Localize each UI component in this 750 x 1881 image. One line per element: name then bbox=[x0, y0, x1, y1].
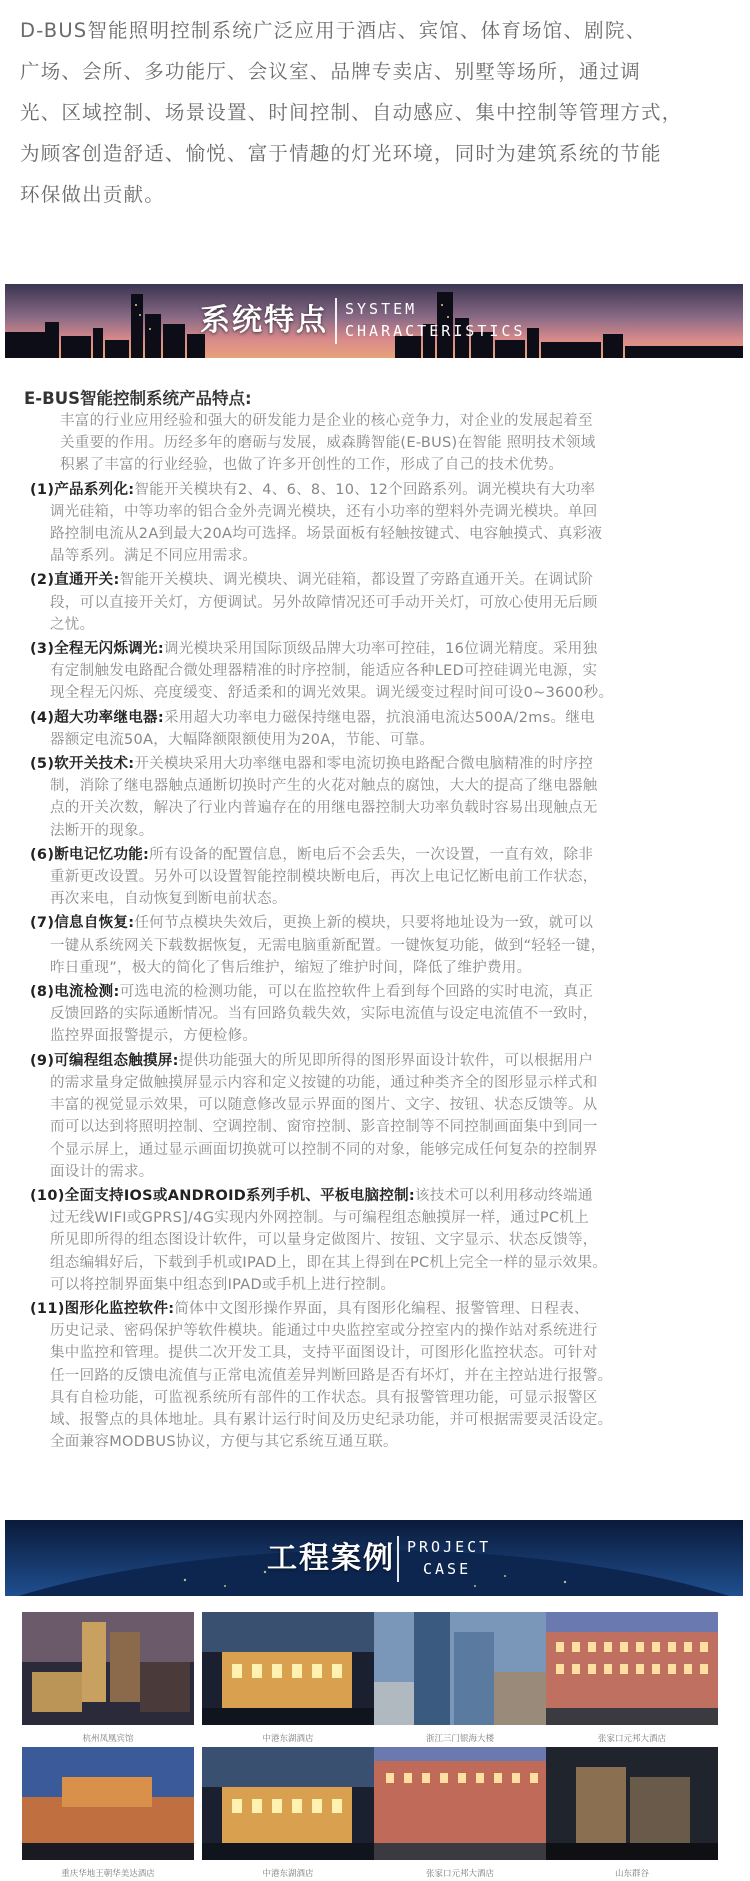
features-intro bbox=[24, 410, 724, 477]
feature-title: 电流检测: bbox=[54, 984, 120, 1001]
intro-line: 为顾客创造舒适、愉悦、富于情趣的灯光环境，同时为建筑系统的节能 bbox=[20, 142, 662, 165]
feature-text: 提供功能强大的所见即所得的图形界面设计软件，可以根据用户 bbox=[178, 1052, 594, 1069]
text-line bbox=[24, 569, 724, 591]
text-line: 一键从系统网关下载数据恢复，无需电脑重新配置。一键恢复功能，做到“轻轻一键， bbox=[50, 937, 606, 954]
feature-title: 超大功率继电器: bbox=[54, 709, 164, 726]
hotel-photo bbox=[202, 1747, 374, 1860]
text-line: 调光硅箱，中等功率的铝合金外壳调光模块，还有小功率的塑料外壳调光模块。单回 bbox=[50, 503, 598, 520]
text-line: 全面兼容MODBUS协议，方便与其它系统互通互联。 bbox=[50, 1434, 398, 1451]
text-line: 监控界面报警提示，方便检修。 bbox=[50, 1028, 258, 1045]
feature-item bbox=[24, 479, 724, 568]
feature-text: 任何节点模块失效后，更换上新的模块，只要将地址设为一致，就可以 bbox=[134, 915, 594, 932]
feature-number: (7) bbox=[30, 915, 55, 932]
feature-text: 智能开关模块、调光模块、调光硅箱，都设置了旁路直通开关。在调试阶 bbox=[119, 572, 594, 589]
text-line: 所见即所得的组态图设计软件，可以量身定做图片、按钮、文字显示、状态反馈等， bbox=[50, 1232, 598, 1249]
feature-item bbox=[24, 981, 724, 1048]
feature-text: 采用超大功率电力磁保持继电器，抗浪涌电流达500A/2ms。继电 bbox=[163, 709, 595, 726]
feature-number: (1) bbox=[30, 481, 55, 498]
text-line: 而可以达到将照明控制、空调控制、窗帘控制、影音控制等不同控制画面集中到同一 bbox=[50, 1119, 598, 1136]
text-line: 丰富的视觉显示效果，可以随意修改显示界面的图片、文字、按钮、状态反馈等。从 bbox=[50, 1097, 598, 1114]
hotel-photo bbox=[374, 1747, 546, 1860]
text-line: 历史记录、密码保护等软件模块。能通过中央监控室或分控室内的操作站对系统进行 bbox=[50, 1323, 598, 1340]
photo-caption: 张家口元邦大酒店 bbox=[597, 1734, 666, 1744]
feature-item bbox=[24, 753, 724, 842]
text-line: 昨日重现”，极大的简化了售后维护，缩短了维护时间，降低了维护费用。 bbox=[50, 959, 532, 976]
feature-number: (2) bbox=[30, 572, 55, 589]
feature-item bbox=[24, 707, 724, 751]
feature-text: 开关模块采用大功率继电器和零电流切换电路配合微电脑精准的时序控 bbox=[134, 756, 594, 773]
project-photo bbox=[546, 1612, 718, 1746]
text-line: 路控制电流从2A到最大20A均可选择。场景面板有轻触按键式、电容触摸式、真彩液 bbox=[50, 526, 603, 543]
feature-title: 直通开关: bbox=[54, 572, 120, 589]
project-photo bbox=[546, 1747, 718, 1881]
hotel-photo bbox=[22, 1747, 194, 1860]
text-line: 有定制触发电路配合微处理器精准的时序控制，能适应各种LED可控硅调光电源，实 bbox=[50, 663, 598, 680]
section-title-cn: 系统特点 bbox=[200, 303, 328, 338]
text-line: 可以将控制界面集中组态到IPAD或手机上进行控制。 bbox=[50, 1276, 396, 1293]
text-line: 过无线WIFI或GPRS]/4G实现内外网控制。与可编程组态触摸屏一样，通过PC机上 bbox=[50, 1210, 589, 1227]
feature-text: 该技术可以利用移动终端通 bbox=[415, 1187, 593, 1204]
hotel-photo bbox=[546, 1612, 718, 1725]
feature-title: 软开关技术: bbox=[54, 756, 135, 773]
text-line: 制，消除了继电器触点通断切换时产生的火花对触点的腐蚀，大大的提高了继电器触 bbox=[50, 778, 598, 795]
project-photo bbox=[22, 1747, 194, 1881]
feature-number: (9) bbox=[30, 1052, 55, 1069]
feature-number: (3) bbox=[30, 641, 55, 658]
feature-text: 所有设备的配置信息，断电后不会丢失，一次设置，一直有效，除非 bbox=[149, 846, 594, 863]
text-line: 积累了丰富的行业经验，也做了许多开创性的工作，形成了自己的技术优势。 bbox=[60, 457, 564, 474]
photo-caption: 中港东湖酒店 bbox=[262, 1734, 314, 1744]
feature-title: 信息自恢复: bbox=[54, 915, 135, 932]
title-divider bbox=[397, 1536, 399, 1582]
project-case-banner bbox=[5, 1520, 743, 1596]
building-photo bbox=[546, 1747, 718, 1860]
feature-item bbox=[24, 569, 724, 636]
section-title-en-line2: CHARACTERISTICS bbox=[345, 322, 526, 340]
text-line bbox=[24, 844, 724, 866]
text-line: 段，可以直接开关灯，方便调试。另外故障情况还可手动开关灯，可放心使用无后顾 bbox=[50, 594, 598, 611]
text-line: 法断开的现象。 bbox=[50, 822, 154, 839]
section-title-en-line2: CASE bbox=[423, 1560, 472, 1578]
feature-number: (5) bbox=[30, 756, 55, 773]
photo-caption: 中港东湖酒店 bbox=[262, 1869, 314, 1879]
feature-text: 可选电流的检测功能，可以在监控软件上看到每个回路的实时电流，真正 bbox=[119, 984, 594, 1001]
text-line: 晶等系列。满足不同应用需求。 bbox=[50, 548, 258, 565]
feature-item bbox=[24, 1298, 724, 1453]
feature-item bbox=[24, 1185, 724, 1296]
text-line bbox=[24, 1050, 724, 1072]
hotel-photo bbox=[202, 1612, 374, 1725]
project-photo bbox=[202, 1747, 374, 1881]
text-line: 点的开关次数，解决了行业内普遍存在的用继电器控制大功率负载时容易出现触点无 bbox=[50, 800, 598, 817]
intro-line: 光、区域控制、场景设置、时间控制、自动感应、集中控制等管理方式， bbox=[20, 101, 683, 124]
photo-caption: 浙江三门银海大楼 bbox=[425, 1734, 494, 1744]
feature-number: (4) bbox=[30, 709, 55, 726]
project-photo bbox=[374, 1612, 546, 1746]
photo-caption: 山东群谷 bbox=[614, 1869, 649, 1879]
text-line: 的需求量身定做触摸屏显示内容和定义按键的功能，通过种类齐全的图形显示样式和 bbox=[50, 1074, 598, 1091]
text-line: 域、报警点的具体地址。具有累计运行时间及历史纪录功能，并可根据需要灵活设定。 bbox=[50, 1411, 613, 1428]
text-line bbox=[24, 638, 724, 660]
project-photo bbox=[374, 1747, 546, 1881]
text-line bbox=[24, 1185, 724, 1207]
photo-caption: 张家口元邦大酒店 bbox=[425, 1869, 494, 1879]
text-line: 丰富的行业应用经验和强大的研发能力是企业的核心竞争力，对企业的发展起着至 bbox=[60, 413, 593, 429]
city-skyline-image bbox=[5, 284, 743, 358]
feature-item bbox=[24, 912, 724, 979]
feature-text: 调光模块采用国际顶级品牌大功率可控硅，16位调光精度。采用独 bbox=[163, 641, 598, 658]
feature-item bbox=[24, 638, 724, 705]
features-heading: E-BUS智能控制系统产品特点: bbox=[24, 389, 252, 408]
feature-text: 简体中文图形操作界面，具有图形化编程、报警管理、日程表、 bbox=[174, 1300, 589, 1317]
text-line: 个显示屏上，通过显示画面切换就可以控制不同的对象，能够完成任何复杂的控制界 bbox=[50, 1141, 598, 1158]
text-line: 反馈回路的实际通断情况。当有回路负载失效，实际电流值与设定电流值不一致时， bbox=[50, 1006, 598, 1023]
feature-title: 可编程组态触摸屏: bbox=[54, 1052, 179, 1069]
intro-paragraph bbox=[20, 10, 730, 215]
system-characteristics-banner bbox=[5, 284, 743, 358]
photo-caption: 杭州凤凰宾馆 bbox=[82, 1734, 134, 1744]
project-photo bbox=[22, 1612, 194, 1746]
section-title-cn: 工程案例 bbox=[267, 1541, 395, 1576]
feature-number: (6) bbox=[30, 846, 55, 863]
text-line: 重新更改设置。另外可以设置智能控制模块断电后，再次上电记忆断电前工作状态， bbox=[50, 869, 598, 886]
text-line: 再次来电，自动恢复到断电前状态。 bbox=[50, 891, 287, 908]
text-line: 器额定电流50A，大幅降额限额使用为20A，节能、可靠。 bbox=[50, 731, 435, 748]
feature-title: 全面支持IOS或ANDROID系列手机、平板电脑控制: bbox=[64, 1187, 416, 1204]
text-line: 集中监控和管理。提供二次开发工具，支持平面图设计，可图形化监控状态。可针对 bbox=[50, 1345, 598, 1362]
text-line: 之忧。 bbox=[50, 616, 95, 633]
project-photo bbox=[202, 1612, 374, 1746]
text-line bbox=[24, 1298, 724, 1320]
feature-title: 图形化监控软件: bbox=[64, 1300, 175, 1317]
text-line: 组态编辑好后，下载到手机或IPAD上，即在其上得到在PC机上完全一样的显示效果。 bbox=[50, 1254, 608, 1271]
intro-line: 环保做出贡献。 bbox=[20, 183, 165, 206]
feature-title: 断电记忆功能: bbox=[54, 846, 150, 863]
title-divider bbox=[335, 298, 337, 344]
feature-number: (10) bbox=[30, 1187, 65, 1204]
feature-number: (8) bbox=[30, 984, 55, 1001]
section-title-en-line1: PROJECT bbox=[407, 1538, 492, 1556]
intro-line: 广场、会所、多功能厅、会议室、品牌专卖店、别墅等场所，通过调 bbox=[20, 60, 642, 83]
intro-line: D-BUS智能照明控制系统广泛应用于酒店、宾馆、体育场馆、剧院、 bbox=[20, 19, 647, 42]
tower-photo bbox=[374, 1612, 546, 1725]
feature-list bbox=[24, 479, 724, 1454]
text-line: 面设计的需求。 bbox=[50, 1163, 154, 1180]
text-line: 关重要的作用。历经多年的磨砺与发展，威森腾智能(E-BUS)在智能 照明技术领域 bbox=[60, 435, 596, 452]
text-line bbox=[24, 753, 724, 775]
features-section bbox=[24, 388, 724, 1453]
photo-caption: 重庆华地王朝华美达酒店 bbox=[61, 1869, 155, 1879]
text-line: 具有自检功能，可监视系统所有部件的工作状态。具有报警管理功能，可显示报警区 bbox=[50, 1389, 598, 1406]
text-line: 现全程无闪烁、亮度缓变、舒适柔和的调光效果。调光缓变过程时间可设0~3600秒。 bbox=[50, 685, 614, 702]
feature-item bbox=[24, 1050, 724, 1183]
feature-title: 全程无闪烁调光: bbox=[54, 641, 164, 658]
text-line bbox=[24, 707, 724, 729]
text-line bbox=[24, 981, 724, 1003]
feature-text: 智能开关模块有2、4、6、8、10、12个回路系列。调光模块有大功率 bbox=[134, 481, 596, 498]
feature-item bbox=[24, 844, 724, 911]
text-line bbox=[24, 912, 724, 934]
hotel-photo bbox=[22, 1612, 194, 1725]
section-title-en-line1: SYSTEM bbox=[345, 300, 418, 318]
feature-number: (11) bbox=[30, 1300, 65, 1317]
feature-title: 产品系列化: bbox=[54, 481, 135, 498]
text-line bbox=[24, 479, 724, 501]
text-line: 任一回路的反馈电流值与正常电流值差异判断回路是否有坏灯，并在主控站进行报警。 bbox=[50, 1367, 613, 1384]
